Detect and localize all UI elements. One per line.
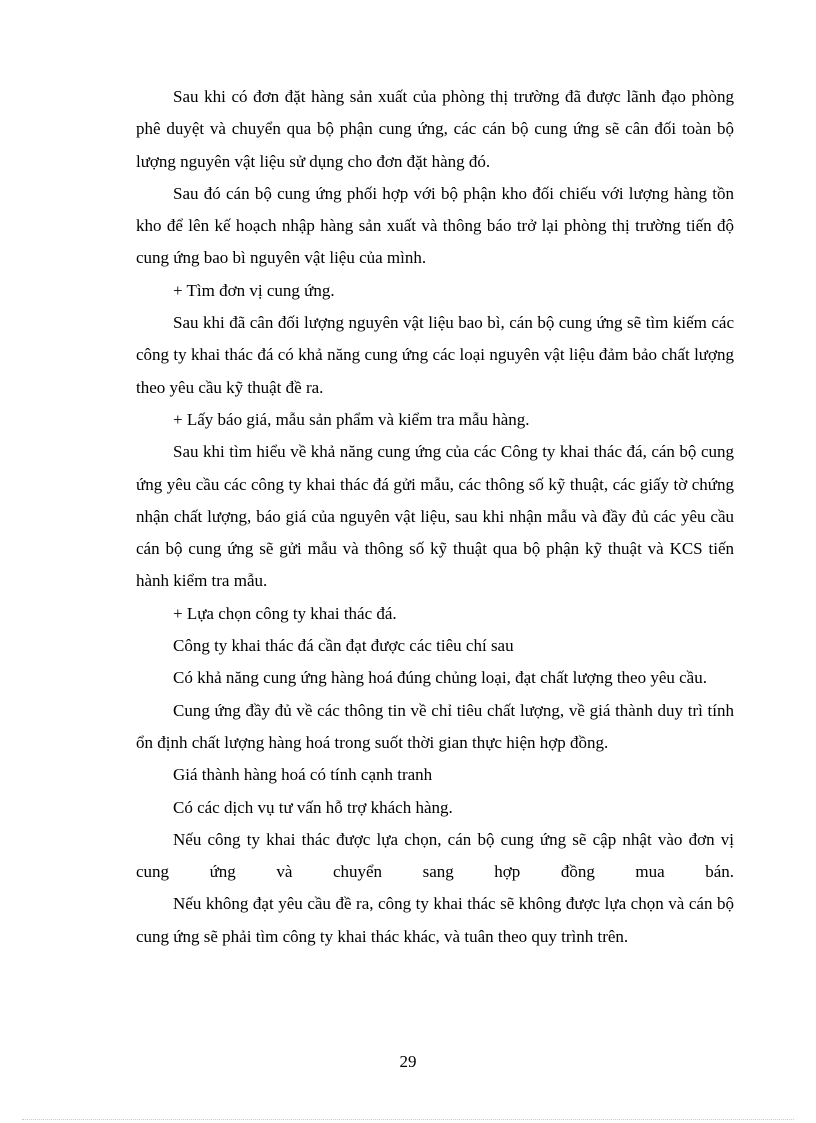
paragraph: Cung ứng đầy đủ về các thông tin về chỉ tiêu chất lượng, về giá thành duy trì tính ổn định chất lượng hàng hoá trong suốt thời gian thực hiện hợp đồng.	[136, 700, 734, 752]
paragraph: Nếu không đạt yêu cầu đề ra, công ty khai thác sẽ không được lựa chọn và cán bộ cung ứng sẽ phải tìm công ty khai thác khác, và tuân theo quy trình trên.	[136, 894, 734, 946]
body-text	[136, 81, 734, 953]
footer-divider	[22, 1119, 794, 1120]
page-number: 29	[399, 1052, 417, 1071]
list-item: + Lấy báo giá, mẫu sản phẩm và kiểm tra mẫu hàng.	[173, 409, 530, 429]
paragraph: Công ty khai thác đá cần đạt được các tiêu chí sau	[173, 636, 514, 656]
list-item: + Lựa chọn công ty khai thác đá.	[173, 603, 397, 623]
paragraph: Có các dịch vụ tư vấn hỗ trợ khách hàng.	[173, 797, 453, 817]
paragraph: Sau khi đã cân đối lượng nguyên vật liệu bao bì, cán bộ cung ứng sẽ tìm kiếm các công ty khai thác đá có khả năng cung ứng các loại nguyên vật liệu đảm bảo chất lượng theo yêu cầu kỹ thuật đề ra.	[136, 313, 734, 397]
paragraph: Nếu công ty khai thác được lựa chọn, cán bộ cung ứng sẽ cập nhật vào đơn vị cung ứng và chuyển sang hợp đồng mua bán.	[136, 829, 734, 882]
paragraph: Sau khi có đơn đặt hàng sản xuất của phòng thị trường đã được lãnh đạo phòng phê duyệt và chuyển qua bộ phận cung ứng, các cán bộ cung ứng sẽ cân đối toàn bộ lượng nguyên vật liệu sử dụng cho đơn đặt hàng đó.	[136, 87, 734, 171]
paragraph: Giá thành hàng hoá có tính cạnh tranh	[173, 765, 433, 785]
paragraph: Sau đó cán bộ cung ứng phối hợp với bộ phận kho đối chiếu với lượng hàng tồn kho để lên kế hoạch nhập hàng sản xuất và thông báo trở lại phòng thị trường tiến độ cung ứng bao bì nguyên vật liệu của mình.	[136, 183, 734, 268]
paragraph: Có khả năng cung ứng hàng hoá đúng chủng loại, đạt chất lượng theo yêu cầu.	[173, 668, 707, 688]
paragraph: Sau khi tìm hiểu về khả năng cung ứng của các Công ty khai thác đá, cán bộ cung ứng yêu cầu các công ty khai thác đá gửi mẫu, các thông số kỹ thuật, các giấy tờ chứng nhận chất lượng, báo giá của nguyên vật liệu, sau khi nhận mẫu và đầy đủ các yêu cầu cán bộ cung ứng sẽ gửi mẫu và thông số kỹ thuật qua bộ phận kỹ thuật và KCS tiến hành kiểm tra mẫu.	[136, 442, 734, 591]
list-item: + Tìm đơn vị cung ứng.	[173, 280, 335, 300]
